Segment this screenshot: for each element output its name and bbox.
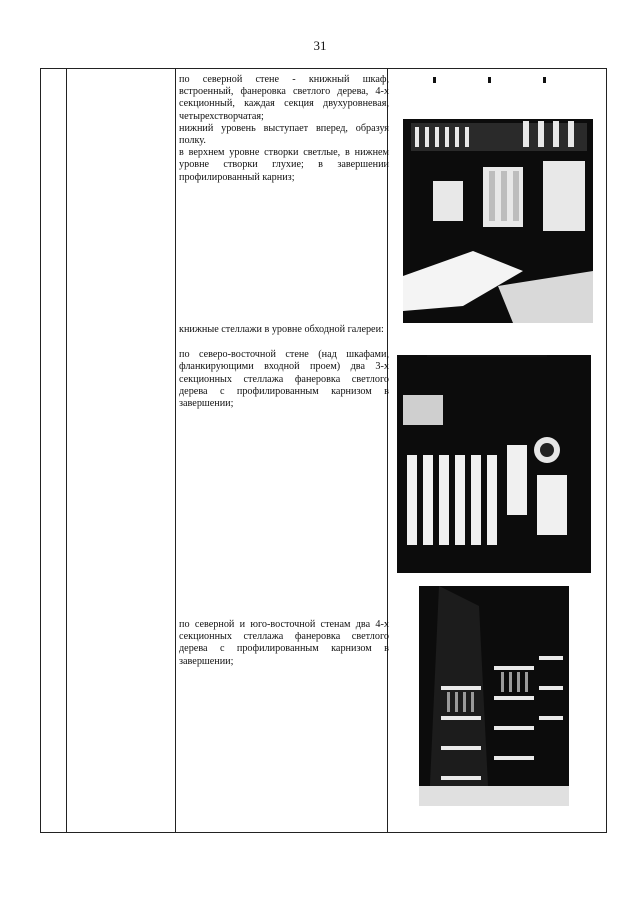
document-table	[40, 68, 607, 833]
row-1-description	[179, 74, 389, 184]
row-1-paragraph-1: по северной стене - книжный шкаф, встроенный, фанеровка светлого дерева, 4-х секционный, каждая секция двухуровневая, четырехстворчатая;	[179, 74, 389, 122]
photo-curved-bookcases	[419, 586, 569, 806]
photo-gallery-shelves	[397, 335, 591, 573]
column-divider-2	[175, 69, 176, 832]
row-2-paragraph-2: по северо-восточной стене (над шкафами, фланкирующими входной проем) два 3-х секционных стеллажа фанеровка светлого дерева с профилированным карнизом в завершении;	[179, 349, 389, 410]
row-3-description	[179, 619, 389, 668]
page-number: 31	[313, 38, 327, 53]
row-1-paragraph-2: нижний уровень выступает вперед, образуя полку.	[179, 122, 389, 147]
row-2-paragraph-1: книжные стеллажи в уровне обходной галереи:	[179, 324, 384, 335]
row-3-paragraph-1: по северной и юго-восточной стенам два 4-х секционных стеллажа фанеровка светлого дерева с профилированным карнизом в завершении;	[179, 619, 389, 667]
row-1-paragraph-3: в верхнем уровне створки светлые, в нижнем уровне створки глухие; в завершении профилированный карниз;	[179, 147, 389, 183]
row-2-description	[179, 324, 389, 410]
column-divider-1	[66, 69, 67, 832]
photo-library-hall	[403, 71, 593, 323]
